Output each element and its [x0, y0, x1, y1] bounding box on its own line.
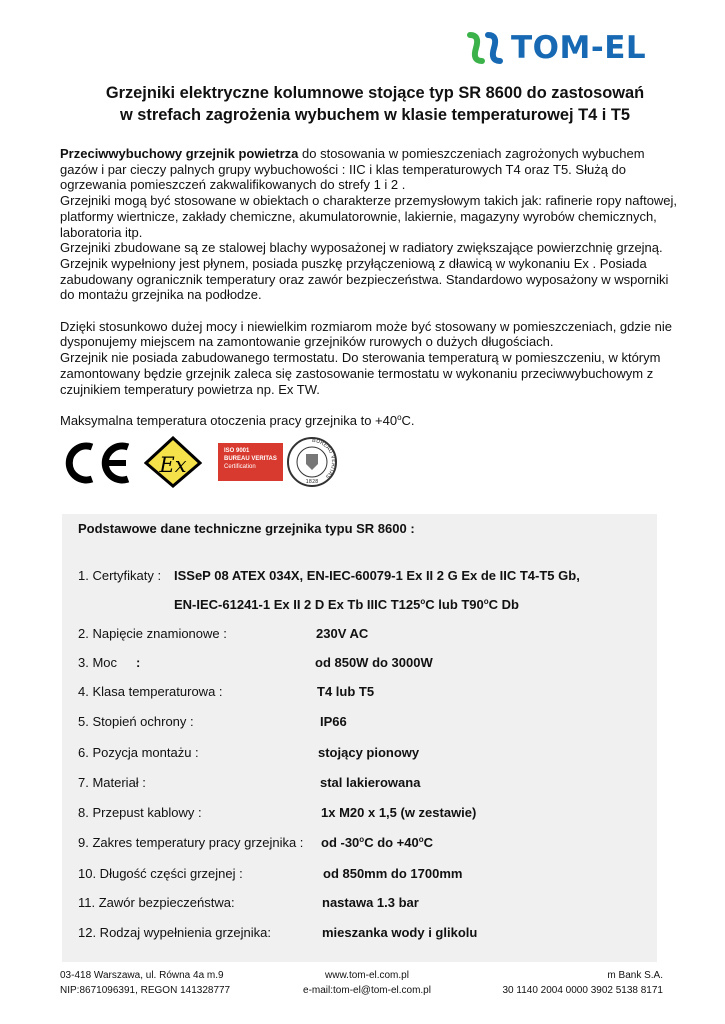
- footer-website-link[interactable]: www.tom-el.com.pl: [325, 970, 409, 981]
- paragraph-1-bold: Przeciwwybuchowy grzejnik powietrza: [60, 146, 299, 161]
- company-logo: [466, 30, 646, 66]
- paragraph-1: [60, 146, 680, 193]
- footer-address: 03-418 Warszawa, ul. Równa 4a m.9 NIP:8671096391, REGON 141328777: [60, 970, 231, 996]
- svg-text:Ex: Ex: [159, 453, 187, 477]
- iso-badge: [218, 443, 283, 481]
- paragraph-6: Maksymalna temperatura otoczenia pracy grzejnika to $+40^oC$.: [60, 412, 415, 428]
- footer-bank: m Bank S.A. 30 1140 2004 0000 3902 5138 8171: [502, 970, 663, 996]
- description: [60, 146, 680, 429]
- paragraph-2: Grzejniki mogą być stosowane w obiektach o charakterze przemysłowym takich jak: rafinerie ropy naftowej, platformy wiertnicze, zakłady chemiczne, akumulatorownie, lakiernie, magazyny wyrobów chemicznych, laboratoria itp.: [60, 193, 678, 240]
- bureau-veritas-seal-icon: [286, 436, 338, 488]
- paragraph-5: Grzejnik nie posiada zabudowanego termostatu. Do sterowania temperaturą w pomieszczeniu, w którym zamontowany będzie grzejnik zaleca się zastosowanie termostatu w wykonaniu przeciwwybuchowym z czujnikiem temperatury powietrza np. Ex TW.: [60, 350, 661, 397]
- iso-issuer: BUREAU VERITAS: [224, 456, 277, 462]
- ce-mark-icon: [62, 442, 132, 484]
- svg-text:1828: 1828: [305, 479, 319, 485]
- footer-contact: [297, 968, 437, 998]
- footer-email-link[interactable]: e-mail:tom-el@tom-el.com.pl: [303, 985, 431, 996]
- paragraph-3: Grzejniki zbudowane są ze stalowej blachy wyposażonej w radiatory zwiększające powierzchnię grzejną. Grzejnik wypełniony jest płynem, posiada puszkę przyłączeniową z dławicą w wykonaniu Ex . Posiada zabudowany ogranicznik temperatury oraz zawór bezpieczeństwa. Standardowo wyposażony w wsporniki do montażu grzejnika na podłodze.: [60, 240, 669, 303]
- atex-ex-icon: [144, 436, 202, 488]
- title-line-1: Grzejniki elektryczne kolumnowe stojące typ SR 8600 do zastosowań: [105, 84, 645, 102]
- page-title: [60, 82, 690, 126]
- logo-mark-icon: [466, 31, 508, 65]
- paragraph-1-rest: do stosowania w pomieszczeniach zagrożonych wybuchem gazów i par cieczy palnych grupy wybuchowości : IIC i klas temperaturowych T4 oraz T5. Służą do ogrzewania pomieszczeń zakwalifikowanych do strefy 1 i 2 .: [60, 146, 645, 193]
- paragraph-4: Dzięki stosunkowo dużej mocy i niewielkim rozmiarom może być stosowany w pomieszczeniach, gdzie nie dysponujemy miejscem na zamontowanie grzejników rurowych o dużych długościach.: [60, 318, 672, 350]
- technical-data-title: Podstawowe dane techniczne grzejnika typu SR 8600 :: [78, 521, 415, 536]
- svg-text:BUREAU VERITAS: BUREAU VERITAS: [311, 437, 337, 480]
- iso-standard: ISO 9001: [224, 448, 250, 454]
- iso-certification: Certification: [224, 464, 256, 470]
- certification-logos: [62, 436, 342, 490]
- logo-text: TOM-EL: [511, 30, 647, 66]
- technical-data-panel: Podstawowe dane techniczne grzejnika typu SR 8600 : 1. Certyfikaty : ISSeP 08 ATEX 034X, EN-IEC-60079-1 Ex II 2 G Ex de IIC T4-T5 Gb, EN-IEC-61241-1 Ex II 2 D Ex Tb IIIC T125$^o$C lub T90$^o$C Db 2. Napięcie znamionowe : 230V AC 3. Moc : od 850W do 3000W 4. Klasa temperaturowa : T4 lub T5 5. Stopień ochrony : IP66 6. Pozycja montażu : stojący pionowy 7. Materiał : stal lakierowana 8. Przepust kablowy : 1x M20 x 1,5 (w zestawie) 9. Zakres temperatury pracy grzejnika : od -30$^o$C do $+40^oC$ 10. Długość części grzejnej : od 850mm do 1700mm 11. Zawór bezpieczeństwa: nastawa 1.3 bar 12. Rodzaj wypełnienia grzejnika: mieszanka wody i glikolu: [62, 514, 657, 962]
- title-line-2: w strefach zagrożenia wybuchem w klasie temperaturowej T4 i T5: [119, 106, 631, 124]
